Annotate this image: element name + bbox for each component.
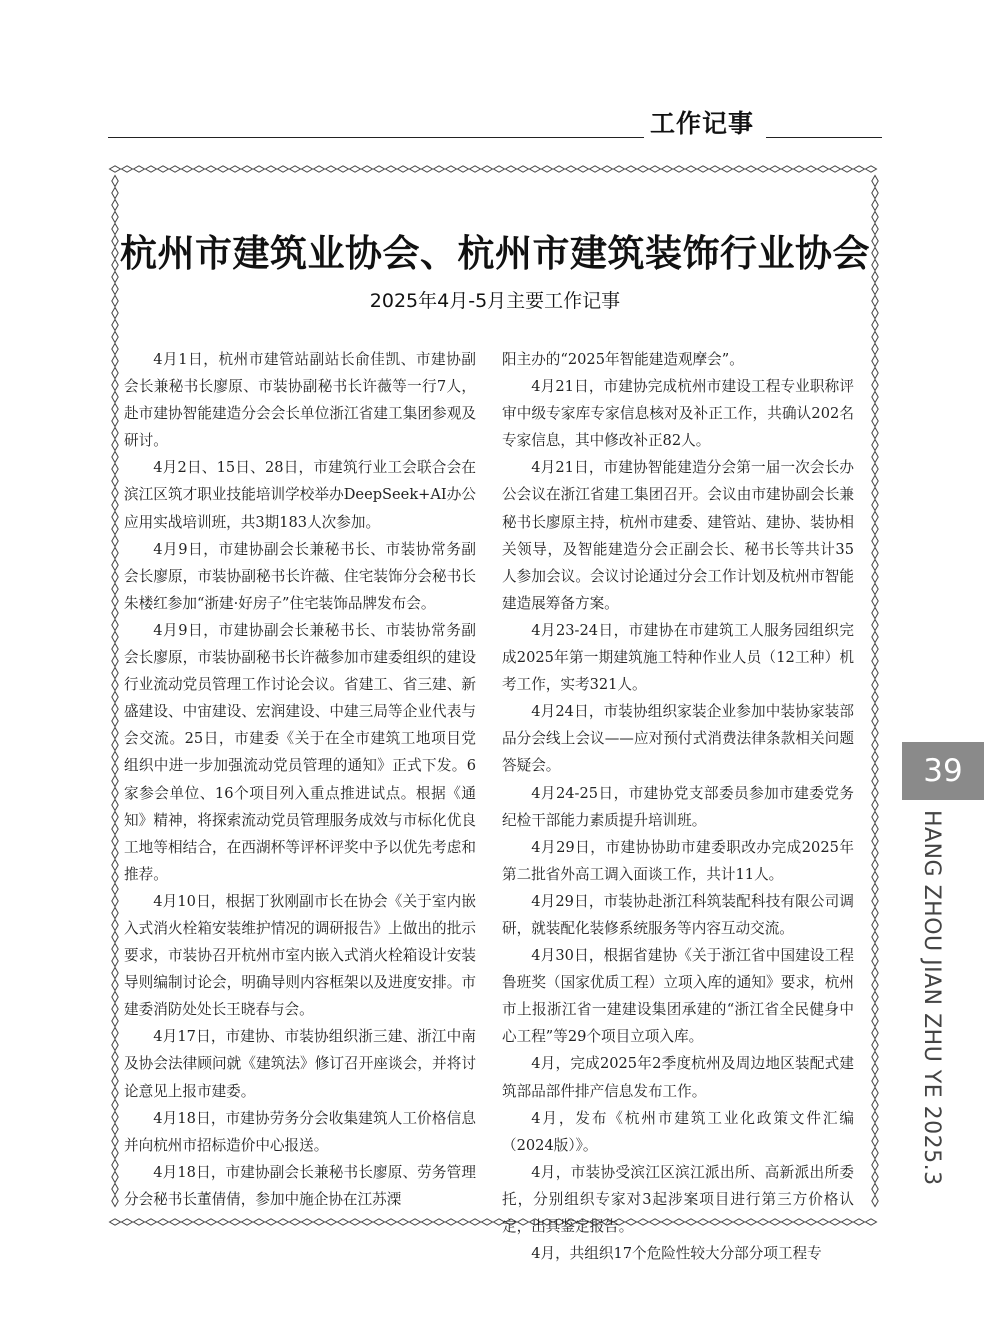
paragraph: 4月，市装协受滨江区滨江派出所、高新派出所委托，分别组织专家对3起涉案项目进行第三方价格认定，出具鉴定报告。 — [502, 1163, 854, 1235]
paragraph: 4月17日，市建协、市装协组织浙三建、浙江中南及协会法律顾问就《建筑法》修订召开座谈会，并将讨论意见上报市建委。 — [124, 1028, 476, 1100]
paragraph: 4月9日，市建协副会长兼秘书长、市装协常务副会长廖原，市装协副秘书长许薇、住宅装饰分会秘书长朱楼红参加“浙建·好房子”住宅装饰品牌发布会。 — [124, 540, 476, 612]
right-column — [502, 346, 854, 1267]
paragraph: 4月21日，市建协完成杭州市建设工程专业职称评审中级专家库专家信息核对及补正工作，共确认202名专家信息，其中修改补正82人。 — [502, 378, 854, 450]
paragraph: 4月18日，市建协劳务分会收集建筑人工价格信息并向杭州市招标造价中心报送。 — [124, 1109, 476, 1154]
paragraph: 4月30日，根据省建协《关于浙江省中国建设工程鲁班奖（国家优质工程）立项入库的通知》要求，杭州市上报浙江省一建建设集团承建的“浙江省全民健身中心工程”等29个项目立项入库。 — [502, 947, 854, 1046]
paragraph: 4月，完成2025年2季度杭州及周边地区装配式建筑部品部件排产信息发布工作。 — [502, 1055, 854, 1100]
paragraph: 4月，发布《杭州市建筑工业化政策文件汇编（2024版）》。 — [502, 1109, 854, 1154]
paragraph: 4月10日，根据丁狄刚副市长在协会《关于室内嵌入式消火栓箱安装维护情况的调研报告》上做出的批示要求，市装协召开杭州市室内嵌入式消火栓箱设计安装导则编制讨论会，明确导则内容框架以及进度安排。市建委消防处处长王晓春与会。 — [124, 892, 476, 1019]
header-rule-right — [766, 137, 882, 138]
left-column — [124, 346, 476, 1213]
paragraph: 4月2日、15日、28日，市建筑行业工会联合会在滨江区筑才职业技能培训学校举办DeepSeek+AI办公应用实战培训班，共3期183人次参加。 — [124, 459, 476, 531]
page-number-tab: 39 — [902, 742, 984, 800]
paragraph: 4月21日，市建协智能建造分会第一届一次会长办公会议在浙江省建工集团召开。会议由市建协副会长兼秘书长廖原主持，杭州市建委、建管站、建协、装协相关领导，及智能建造分会正副会长、秘书长等共计35人参加会议。会议讨论通过分会工作计划及杭州市智能建造展筹备方案。 — [502, 459, 854, 612]
article-title: 杭州市建筑业协会、杭州市建筑装饰行业协会 — [120, 231, 870, 275]
paragraph: 4月1日，杭州市建管站副站长俞佳凯、市建协副会长兼秘书长廖原、市装协副秘书长许薇等一行7人，赴市建协智能建造分会会长单位浙江省建工集团参观及研讨。 — [124, 351, 476, 450]
paragraph: 4月29日，市建协协助市建委职改办完成2025年第二批省外高工调入面谈工作，共计11人。 — [502, 838, 854, 883]
paragraph: 4月，共组织17个危险性较大分部分项工程专 — [531, 1245, 822, 1263]
paragraph-continuation: 阳主办的“2025年智能建造观摩会”。 — [502, 351, 744, 368]
paragraph: 4月29日，市装协赴浙江科筑装配科技有限公司调研，就装配化装修系统服务等内容互动交流。 — [502, 892, 854, 937]
paragraph: 4月9日，市建协副会长兼秘书长、市装协常务副会长廖原，市装协副秘书长许薇参加市建委组织的建设行业流动党员管理工作讨论会议。省建工、省三建、新盛建设、中宙建设、宏润建设、中建三局等企业代表与会交流。25日，市建委《关于在全市建筑工地项目党组织中进一步加强流动党员管理的通知》正式下发。6家参会单位、16个项目列入重点推进试点。根据《通知》精神，将探索流动党员管理服务成效与市标化优良工地等相结合，在西湖杯等评杯评奖中予以优先考虑和推荐。 — [124, 621, 476, 883]
journal-issue-label: HANG ZHOU JIAN ZHU YE 2025.3 — [919, 810, 944, 1186]
article-subtitle: 2025年4月-5月主要工作记事 — [369, 290, 621, 312]
paragraph: 4月18日，市建协副会长兼秘书长廖原、劳务管理分会秘书长董倩倩，参加中施企协在江苏溧 — [124, 1163, 476, 1208]
paragraph: 4月24日，市装协组织家装企业参加中装协家装部品分会线上会议——应对预付式消费法律条款相关问题答疑会。 — [502, 703, 854, 775]
paragraph: 4月24-25日，市建协党支部委员参加市建委党务纪检干部能力素质提升培训班。 — [502, 784, 854, 829]
header-rule-left — [108, 137, 644, 138]
section-title: 工作记事 — [650, 109, 755, 138]
paragraph: 4月23-24日，市建协在市建筑工人服务园组织完成2025年第一期建筑施工特种作业人员（12工种）机考工作，实考321人。 — [502, 621, 854, 694]
